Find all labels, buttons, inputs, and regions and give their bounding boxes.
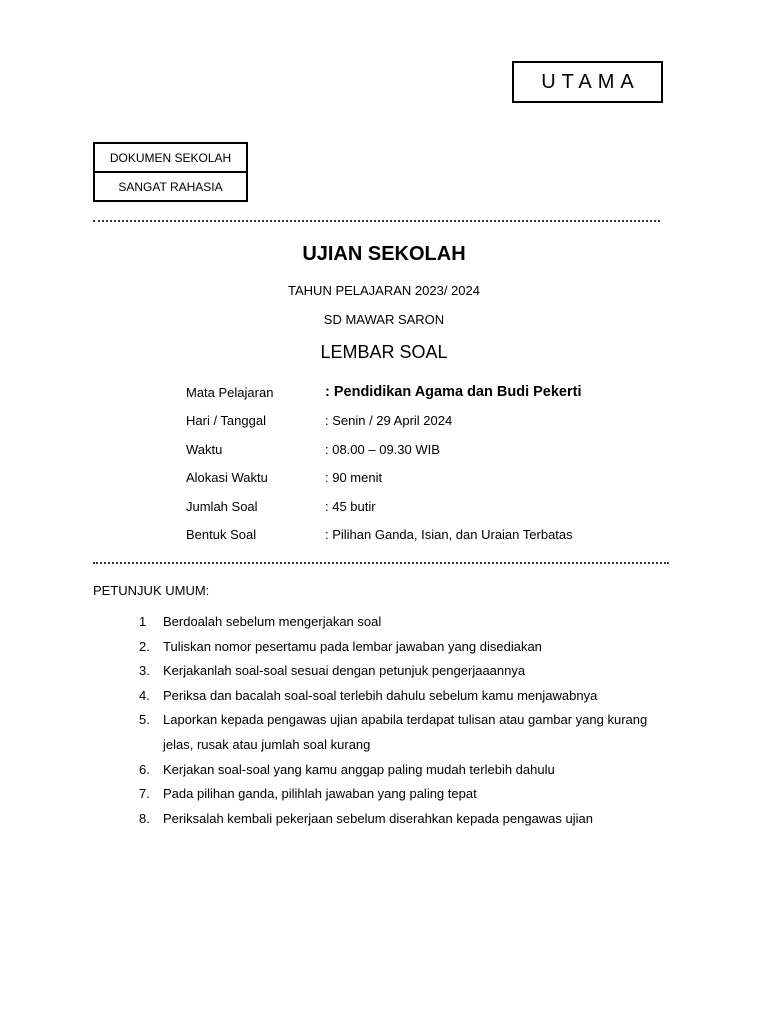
info-label: Alokasi Waktu: [186, 470, 268, 486]
info-row-question-count: [186, 492, 582, 521]
dotted-divider-top: [93, 220, 660, 222]
info-value: : Senin / 29 April 2024: [325, 413, 453, 429]
list-item-number: 4.: [139, 687, 150, 703]
list-item-text: Berdoalah sebelum mengerjakan soal: [163, 614, 382, 629]
school-name: SD MAWAR SARON: [323, 312, 445, 327]
instructions-list: [139, 610, 659, 831]
exam-title: UJIAN SEKOLAH: [302, 243, 466, 265]
list-item-text: Tuliskan nomor pesertamu pada lembar jawaban yang disediakan: [163, 638, 542, 654]
info-label: Mata Pelajaran: [186, 384, 274, 400]
academic-year: TAHUN PELAJARAN 2023/ 2024: [288, 283, 480, 298]
info-value: : 90 menit: [325, 470, 383, 486]
info-row-duration: [186, 464, 582, 493]
info-label: Waktu: [186, 441, 223, 457]
info-label: Jumlah Soal: [186, 498, 258, 514]
list-item-text: Periksalah kembali pekerjaan sebelum diserahkan kepada pengawas ujian: [163, 810, 593, 826]
info-value: : Pendidikan Agama dan Budi Pekerti: [325, 384, 582, 401]
list-item: [139, 659, 659, 684]
list-item-text: Kerjakanlah soal-soal sesuai dengan petunjuk pengerjaaannya: [163, 663, 526, 679]
list-item: [139, 708, 659, 757]
dotted-divider-bottom: [93, 562, 669, 564]
confidentiality-label: SANGAT RAHASIA: [93, 171, 248, 202]
exam-info-table: [186, 378, 582, 549]
info-value: : Pilihan Ganda, Isian, dan Uraian Terbatas: [325, 527, 573, 543]
list-item: [139, 635, 659, 660]
info-value: : 08.00 – 09.30 WIB: [325, 441, 440, 457]
info-label: Bentuk Soal: [186, 527, 257, 543]
list-item: [139, 610, 659, 635]
list-item: [139, 782, 659, 807]
list-item-number: 1: [139, 614, 147, 629]
list-item: [139, 684, 659, 709]
info-value: : 45 butir: [325, 498, 376, 514]
info-label: Hari / Tanggal: [186, 413, 266, 429]
list-item-text: Laporkan kepada pengawas ujian apabila terdapat tulisan atau gambar yang kurang jelas, rusak atau jumlah soal kurang: [163, 712, 648, 752]
list-item-number: 3.: [139, 663, 150, 679]
info-row-time: [186, 435, 582, 464]
sheet-title: LEMBAR SOAL: [320, 342, 448, 362]
instructions-title: PETUNJUK UMUM:: [93, 583, 210, 598]
info-row-date: [186, 407, 582, 436]
list-item: [139, 807, 659, 832]
document-type-label: DOKUMEN SEKOLAH: [93, 142, 248, 173]
list-item-number: 2.: [139, 638, 150, 654]
info-row-question-type: [186, 521, 582, 550]
list-item-text: Pada pilihan ganda, pilihlah jawaban yang paling tepat: [163, 786, 477, 802]
list-item-text: Periksa dan bacalah soal-soal terlebih dahulu sebelum kamu menjawabnya: [163, 687, 598, 703]
list-item: [139, 758, 659, 783]
list-item-number: 7.: [139, 786, 150, 802]
list-item-number: 5.: [139, 712, 150, 728]
list-item-number: 8.: [139, 810, 150, 826]
list-item-number: 6.: [139, 761, 150, 777]
list-item-text: Kerjakan soal-soal yang kamu anggap paling mudah terlebih dahulu: [163, 761, 555, 777]
utama-label: UTAMA: [512, 61, 663, 103]
info-row-subject: [186, 378, 582, 407]
